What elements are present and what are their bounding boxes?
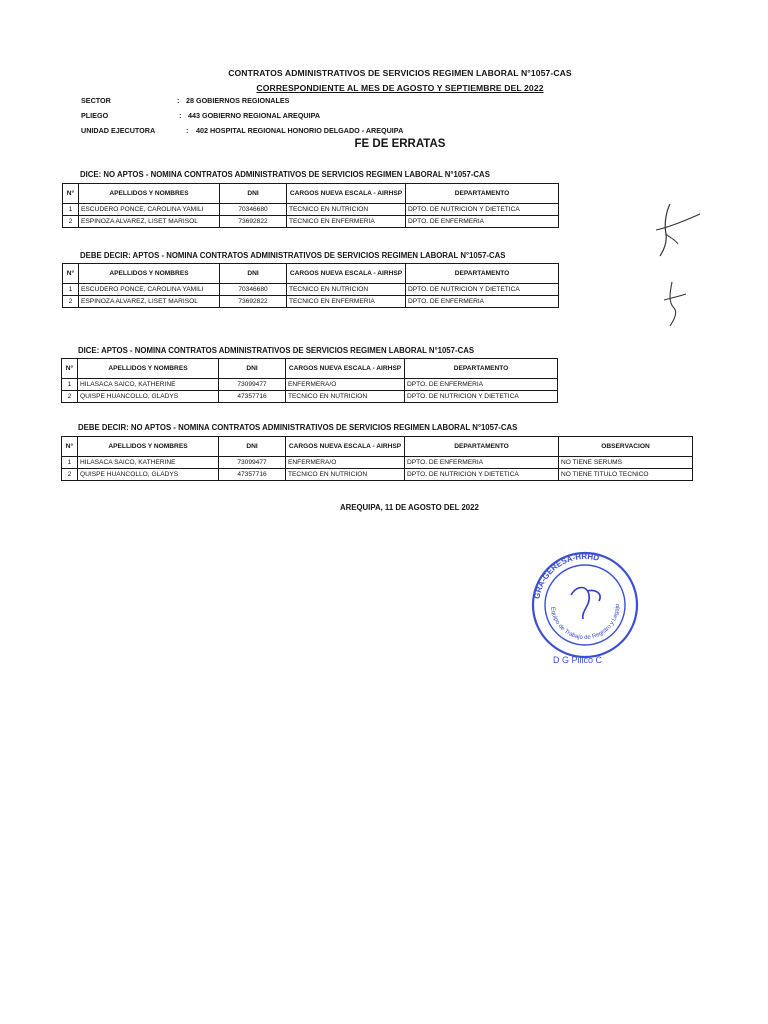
cell-dni: 73099477 <box>219 379 286 391</box>
table-row <box>63 204 559 216</box>
section-3-table <box>61 358 558 403</box>
cell-nombre: HILASACA SAICO, KATHERINE <box>78 457 219 469</box>
stamp-ring-text: GRA-GERESA-HRHD <box>532 551 601 600</box>
meta-sector-label: SECTOR <box>81 96 111 105</box>
cell-cargo: TECNICO EN NUTRICION <box>287 204 406 216</box>
document-title: CONTRATOS ADMINISTRATIVOS DE SERVICIOS REGIMEN LABORAL N°1057-CAS <box>228 68 572 78</box>
document-subtitle: CORRESPONDIENTE AL MES DE AGOSTO Y SEPTIEMBRE DEL 2022 <box>256 83 544 93</box>
cell-departamento: DPTO. DE NUTRICION Y DIETETICA <box>406 284 559 296</box>
table-header-row <box>63 184 559 204</box>
meta-pliego-value: 443 GOBIERNO REGIONAL AREQUIPA <box>188 111 321 120</box>
cell-cargo: ENFERMERA/O <box>286 379 405 391</box>
stamp-inner-ring <box>545 565 625 645</box>
cell-departamento: DPTO. DE NUTRICION Y DIETETICA <box>406 204 559 216</box>
table-header-row <box>62 437 693 457</box>
cell-nombre: HILASACA SAICO, KATHERINE <box>78 379 219 391</box>
col-cargos: CARGOS NUEVA ESCALA - AIRHSP <box>287 264 406 284</box>
cell-nombre: QUISPE HUANCOLLO, GLADYS <box>78 469 219 481</box>
col-nombres: APELLIDOS Y NOMBRES <box>78 437 219 457</box>
col-nombres: APELLIDOS Y NOMBRES <box>78 359 219 379</box>
cell-cargo: TECNICO EN ENFERMERIA <box>287 216 406 228</box>
fe-de-erratas-heading: FE DE ERRATAS <box>354 138 446 150</box>
cell-cargo: TECNICO EN NUTRICION <box>286 391 405 403</box>
col-nombres: APELLIDOS Y NOMBRES <box>79 184 220 204</box>
col-departamento: DEPARTAMENTO <box>405 437 559 457</box>
col-dni: DNI <box>219 437 286 457</box>
col-dni: DNI <box>220 264 287 284</box>
cell-departamento: DPTO. DE NUTRICION Y DIETETICA <box>405 469 559 481</box>
col-n: N° <box>63 264 79 284</box>
stamp-sign-text: D G Pillco C <box>553 655 603 665</box>
meta-sector-colon: : <box>177 96 180 105</box>
cell-n: 1 <box>63 204 79 216</box>
table-row <box>63 216 559 228</box>
meta-unidad-value: 402 HOSPITAL REGIONAL HONORIO DELGADO - AREQUIPA <box>196 126 404 135</box>
cell-n: 2 <box>63 296 79 308</box>
col-dni: DNI <box>219 359 286 379</box>
cell-nombre: ESPINOZA ALVAREZ, LISET MARISOL <box>79 216 220 228</box>
cell-departamento: DPTO. DE ENFERMERIA <box>406 296 559 308</box>
table-row <box>63 284 559 296</box>
document-date: AREQUIPA, 11 DE AGOSTO DEL 2022 <box>340 503 479 512</box>
col-departamento: DEPARTAMENTO <box>405 359 558 379</box>
stamp-inner-text: Equipo de Trabajo de Registro y Legajo <box>549 603 622 642</box>
table-row <box>62 379 558 391</box>
cell-cargo: TECNICO EN NUTRICION <box>287 284 406 296</box>
col-cargos: CARGOS NUEVA ESCALA - AIRHSP <box>287 184 406 204</box>
meta-pliego-colon: : <box>179 111 182 120</box>
meta-unidad-colon: : <box>186 126 189 135</box>
cell-departamento: DPTO. DE ENFERMERIA <box>406 216 559 228</box>
cell-n: 2 <box>62 391 78 403</box>
cell-cargo: TECNICO EN ENFERMERIA <box>287 296 406 308</box>
table-row <box>62 457 693 469</box>
cell-observacion: NO TIENE TITULO TECNICO <box>559 469 693 481</box>
table-header-row <box>62 359 558 379</box>
col-cargos: CARGOS NUEVA ESCALA - AIRHSP <box>286 359 405 379</box>
col-dni: DNI <box>220 184 287 204</box>
cell-departamento: DPTO. DE ENFERMERIA <box>405 379 558 391</box>
handwritten-initial-mark <box>652 200 708 260</box>
cell-dni: 73692822 <box>220 296 287 308</box>
cell-dni: 47357716 <box>219 391 286 403</box>
col-cargos: CARGOS NUEVA ESCALA - AIRHSP <box>286 437 405 457</box>
cell-nombre: ESCUDERO PONCE, CAROLINA YAMILI <box>79 204 220 216</box>
col-n: N° <box>63 184 79 204</box>
col-departamento: DEPARTAMENTO <box>406 264 559 284</box>
table-row <box>63 296 559 308</box>
section-1-table <box>62 183 559 228</box>
official-stamp <box>525 545 645 665</box>
col-observacion: OBSERVACION <box>559 437 693 457</box>
cell-dni: 73692822 <box>220 216 287 228</box>
col-departamento: DEPARTAMENTO <box>406 184 559 204</box>
cell-observacion: NO TIENE SERUMS <box>559 457 693 469</box>
cell-cargo: TECNICO EN NUTRICION <box>286 469 405 481</box>
table-row <box>62 391 558 403</box>
handwritten-check-mark <box>656 280 696 330</box>
cell-n: 2 <box>63 216 79 228</box>
cell-departamento: DPTO. DE NUTRICION Y DIETETICA <box>405 391 558 403</box>
col-n: N° <box>62 359 78 379</box>
cell-dni: 70346680 <box>220 204 287 216</box>
section-4-title: DEBE DECIR: NO APTOS - NOMINA CONTRATOS ADMINISTRATIVOS DE SERVICIOS REGIMEN LABORAL N°1057-CAS <box>78 423 518 432</box>
section-1-title: DICE: NO APTOS - NOMINA CONTRATOS ADMINISTRATIVOS DE SERVICIOS REGIMEN LABORAL N°1057-CAS <box>80 170 490 179</box>
col-nombres: APELLIDOS Y NOMBRES <box>79 264 220 284</box>
cell-dni: 70346680 <box>220 284 287 296</box>
stamp-signature-scribble <box>571 588 600 620</box>
meta-unidad-label: UNIDAD EJECUTORA <box>81 126 156 135</box>
cell-departamento: DPTO. DE ENFERMERIA <box>405 457 559 469</box>
cell-n: 1 <box>62 457 78 469</box>
table-header-row <box>63 264 559 284</box>
section-3-title: DICE: APTOS - NOMINA CONTRATOS ADMINISTRATIVOS DE SERVICIOS REGIMEN LABORAL N°1057-CAS <box>78 346 475 355</box>
cell-nombre: QUISPE HUANCOLLO, GLADYS <box>78 391 219 403</box>
meta-pliego-label: PLIEGO <box>81 111 109 120</box>
cell-n: 1 <box>62 379 78 391</box>
cell-n: 2 <box>62 469 78 481</box>
cell-n: 1 <box>63 284 79 296</box>
cell-nombre: ESPINOZA ALVAREZ, LISET MARISOL <box>79 296 220 308</box>
table-row <box>62 469 693 481</box>
col-n: N° <box>62 437 78 457</box>
meta-sector-value: 28 GOBIERNOS REGIONALES <box>186 96 290 105</box>
section-2-table <box>62 263 559 308</box>
section-2-title: DEBE DECIR: APTOS - NOMINA CONTRATOS ADMINISTRATIVOS DE SERVICIOS REGIMEN LABORAL N°1057-CAS <box>80 251 506 260</box>
cell-dni: 73099477 <box>219 457 286 469</box>
cell-dni: 47357716 <box>219 469 286 481</box>
cell-nombre: ESCUDERO PONCE, CAROLINA YAMILI <box>79 284 220 296</box>
section-4-table <box>61 436 693 481</box>
cell-cargo: ENFERMERA/O <box>286 457 405 469</box>
